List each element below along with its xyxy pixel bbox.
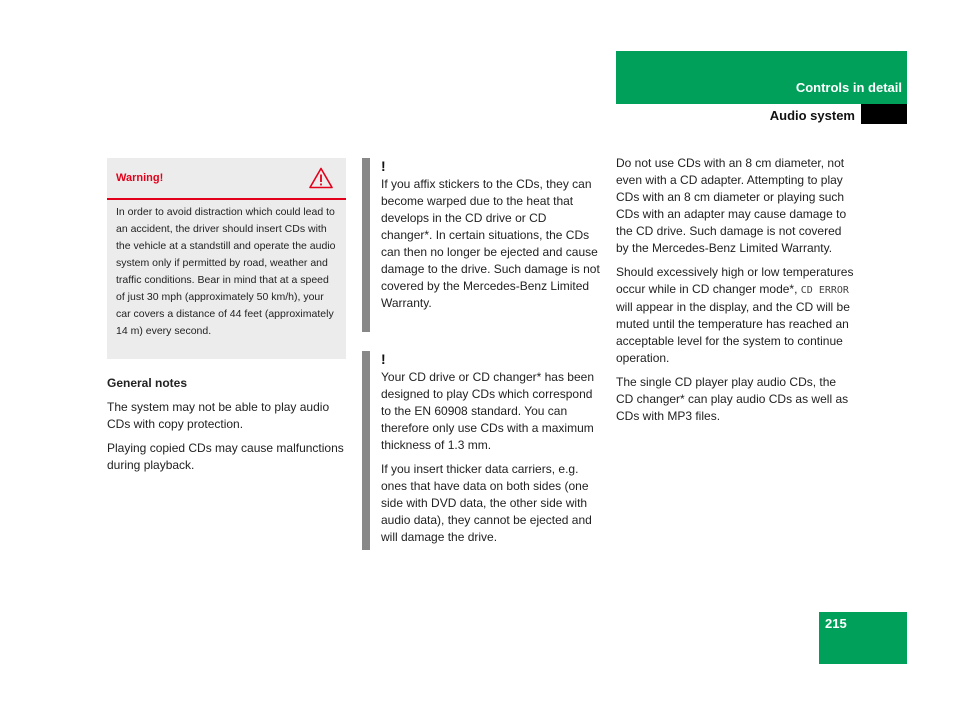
- text-run: will appear in the display, and the CD will be muted until the temperature has reached an acceptable level for the system to continue operation.: [616, 300, 850, 365]
- paragraph: If you affix stickers to the CDs, they can become warped due to the heat that develops in the CD drive or CD changer*. In certain situations, the CDs can then no longer be ejected and cause damage to the drive. Such damage is not covered by the Mercedes-Benz Limited Warranty.: [381, 177, 600, 310]
- general-notes-section: [107, 375, 347, 481]
- cd-error-code: CD ERROR: [800, 285, 849, 296]
- subsection-title: Audio system: [769, 108, 855, 123]
- paragraph: Your CD drive or CD changer* has been designed to play CDs which correspond to the EN 60908 standard. You can therefore only use CDs with a maximum thickness of 1.3 mm.: [381, 370, 595, 452]
- warning-triangle-icon: [309, 167, 333, 189]
- note-thickness: [362, 351, 602, 550]
- text-run: Should excessively high or low temperatures occur while in CD changer mode*,: [616, 265, 854, 296]
- paragraph: Playing copied CDs may cause malfunctions during playback.: [107, 441, 344, 472]
- warning-header: [107, 158, 346, 200]
- note-text: [381, 176, 601, 319]
- paragraph: The single CD player play audio CDs, the CD changer* can play audio CDs as well as CDs with MP3 files.: [616, 375, 849, 423]
- warning-text: In order to avoid distraction which could lead to an accident, the driver should insert CDs with the vehicle at a standstill and operate the audio system only if permitted by road, weather and traffic conditions. Bear in mind that at a speed of just 30 mph (approximately 50 km/h), your car covers a distance of 44 feet (approximately 14 m) every second.: [116, 206, 336, 337]
- paragraph: The system may not be able to play audio CDs with copy protection.: [107, 400, 330, 431]
- exclamation-icon: !: [381, 158, 386, 174]
- header-band: [616, 51, 907, 104]
- paragraph: [616, 264, 854, 367]
- note-text: [381, 369, 601, 553]
- note-bar: [362, 158, 370, 332]
- note-stickers: [362, 158, 602, 332]
- warning-title: Warning!: [116, 172, 164, 184]
- paragraph: Do not use CDs with an 8 cm diameter, not even with a CD adapter. Attempting to play CDs with an 8 cm diameter or playing such CDs with an adapter may cause damage to the CD drive. Such damage is not covered by the Mercedes-Benz Limited Warranty.: [616, 156, 847, 255]
- right-column: [616, 155, 854, 432]
- section-title: Controls in detail: [795, 80, 902, 95]
- warning-box: [107, 158, 346, 359]
- header-tab-marker: [861, 104, 907, 124]
- page-number: 215: [825, 616, 847, 631]
- exclamation-icon: !: [381, 351, 386, 367]
- general-notes-heading: General notes: [107, 376, 188, 390]
- paragraph: If you insert thicker data carriers, e.g. ones that have data on both sides (one side with DVD data, the other side with audio data), they cannot be ejected and will damage the drive.: [381, 462, 592, 544]
- note-bar: [362, 351, 370, 550]
